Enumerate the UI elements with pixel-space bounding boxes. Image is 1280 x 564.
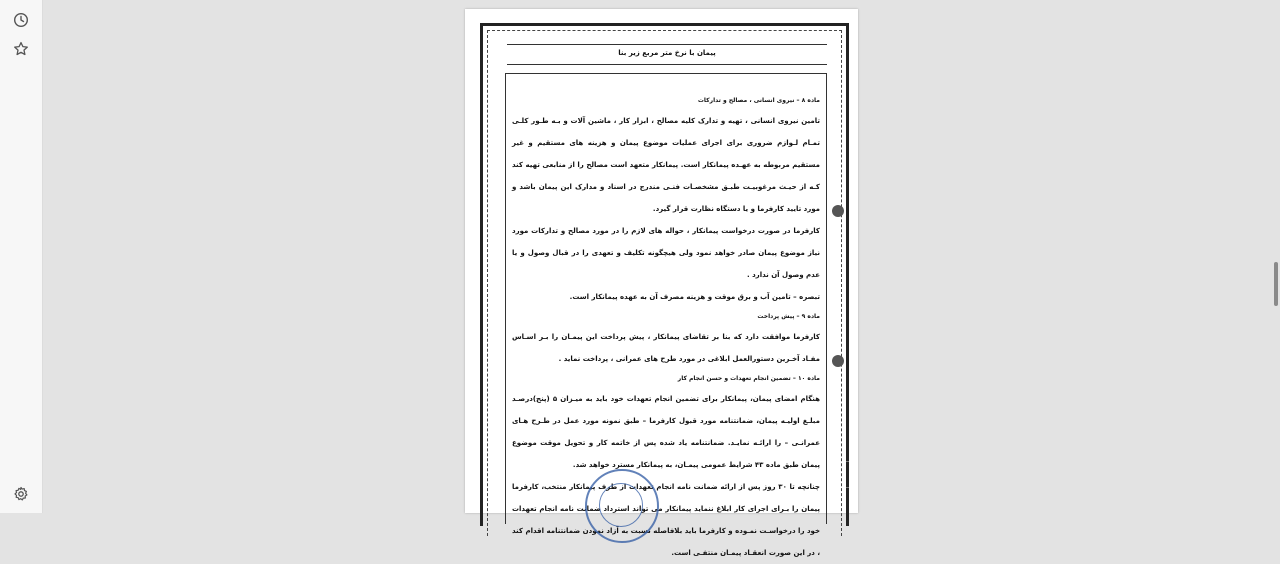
article-8-para-1: تامین نیروی انسانی ، تهیه و تدارک کلیه مصالح ، ابزار کار ، ماشین آلات و بـه طـور کلـی تمـام لـوازم ضروری برای اجرای عملیات موضوع پیمان و هزینه های مستقیم و غیر مستقیم مربوطه به عهـده پیمانکار است. پیمانکار متعهد است مصالح را از منابعی تهیه کند کـه از حیـث مرغوبیـت طبـق مشخصـات فنـی مندرج در اسناد و مدارک این پیمان باشد و مورد تایید کارفرما و یا دستگاه نظارت قرار گیرد. [512,117,820,213]
settings-button[interactable] [8,481,34,507]
history-button[interactable] [8,7,34,33]
article-8-note: تبصره – تامین آب و برق موقت و هزینه مصرف آن به عهده پیمانکار است. [569,293,820,301]
star-icon [13,41,29,57]
punch-hole [832,205,844,217]
article-8-heading: ماده ۸ – نیروی انسانی ، مصالح و تدارکات [697,97,820,104]
clock-icon [13,12,29,28]
document-title: پیمان با نرخ متر مربع زیر بنا [618,49,716,57]
margin-mark [846,487,849,488]
document-body [512,92,820,564]
punch-hole [832,355,844,367]
article-9-heading: ماده ۹ – پیش پرداخت [757,313,820,320]
article-10-heading: ماده ۱۰ – تضمین انجام تعهدات و حسن انجام کار [677,375,820,382]
left-sidebar [0,0,43,513]
margin-mark [846,461,849,462]
title-rule-bottom [507,64,827,65]
title-rule-top [507,44,827,45]
official-seal-stamp [585,469,659,543]
gear-icon [13,486,29,502]
seal-inner-ring [599,483,643,527]
article-9-para-1: کارفرما موافقت دارد که بنا بر تقاضای پیمانکار ، پیش پرداخت این پیمـان را بـر اسـاس مفـاد آخـرین دستورالعمل ابلاغی در مورد طرح های عمرانی ، پرداخت نماید . [512,333,820,363]
favorites-button[interactable] [8,36,34,62]
document-page [465,9,858,557]
content-box [505,73,827,557]
article-10-para-1: هنگام امضای پیمان، پیمانکار برای تضمین انجام تعهدات خود باید به میـزان ۵ (پنج)درصـد مبلـغ اولیـه پیمان، ضمانتنامه مورد قبول کارفرما – طبق نمونه مورد عمل در طـرح هـای عمرانـی – را ارائـه نمایـد. ضمانتنامه یاد شده پس از خاتمه کار و تحویل موقت موضوع پیمان طبق ماده ۴۳ شرایط عمومی پیمـان، به پیمانکار مسترد خواهد شد. [512,395,820,469]
article-10-para-2: چنانچه تا ۳۰ روز پس از ارائه ضمانت نامه انجام تعهدات از طرف پیمانکار منتخب، کارفرما پیمان را بـرای اجرای کار ابلاغ ننماید پیمانکار می تواند استرداد ضمانت نامه انجام تعهدات خود را درخواسـت نمـوده و کارفرما باید بلافاصله نسبت به آزاد نمودن ضمانتنامه اقدام کند ، در این صورت انعقـاد پیمـان منتفـی است. [512,483,820,557]
article-8-para-2: کارفرما در صورت درخواست پیمانکار ، حواله های لازم را در مورد مصالح و تدارکات مورد نیاز موضوع پیمان صادر خواهد نمود ولی هیچگونه تکلیف و تعهدی را در قبال وصول و یا عدم وصول آن ندارد . [512,227,820,279]
vertical-scrollbar[interactable] [1274,262,1278,306]
